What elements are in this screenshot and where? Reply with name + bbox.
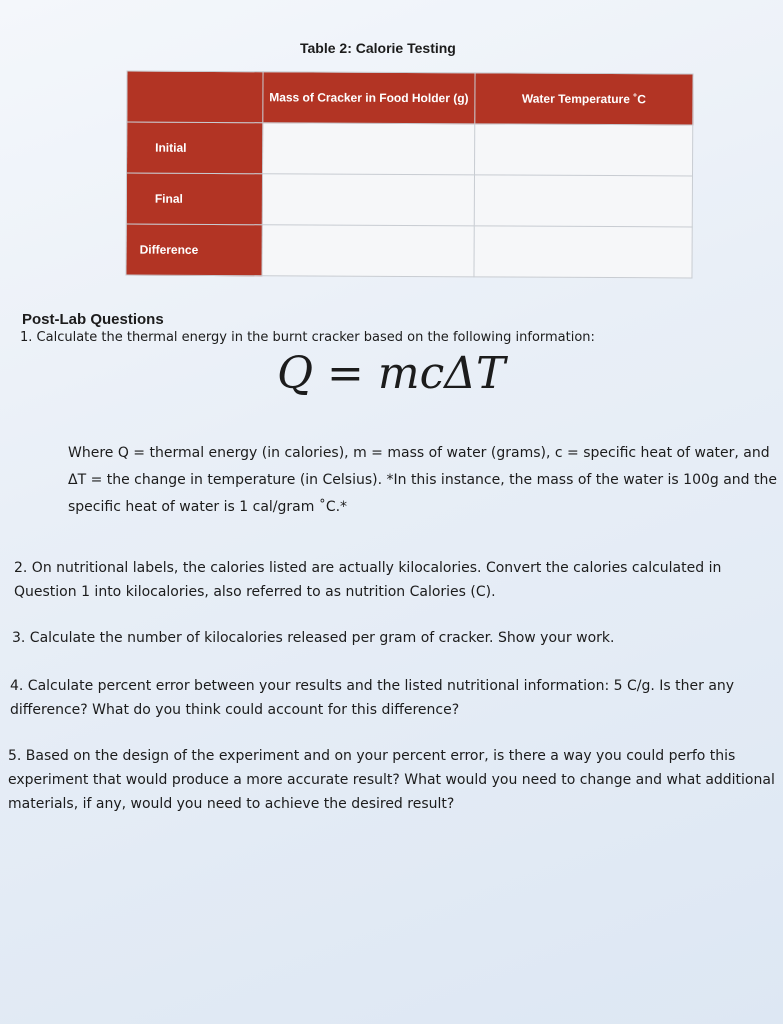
cell-initial-mass: [263, 123, 475, 175]
formula-explanation: Where Q = thermal energy (in calories), m = mass of water (grams), c = specific heat of water, and ΔT = the change in temperature (in Celsius). *In this instance, the mass of the water is 100g and the specific heat of water is 1 cal/gram ˚C.*: [68, 445, 777, 515]
header-mass: Mass of Cracker in Food Holder (g): [263, 72, 475, 124]
question-3: 3. Calculate the number of kilocalories released per gram of cracker. Show your work.: [12, 630, 615, 646]
cell-final-mass: [262, 174, 474, 226]
question-4: 4. Calculate percent error between your results and the listed nutritional information: 5 C/g. Is ther any difference? What do you think could account for this difference?: [10, 678, 735, 718]
header-water-temperature: Water Temperature ˚C: [475, 73, 693, 125]
table-row: [127, 122, 693, 176]
cell-final-temperature: [474, 175, 692, 227]
row-label-final: Final: [126, 173, 262, 225]
table-header-row: [127, 71, 693, 125]
row-label-initial: Initial: [127, 122, 263, 174]
header-corner: [127, 71, 263, 123]
question-2: 2. On nutritional labels, the calories listed are actually kilocalories. Convert the calories calculated in Question 1 into kilocalories, also referred to as nutrition Calories (C).: [14, 560, 722, 600]
cell-difference-mass: [262, 225, 474, 277]
cell-difference-temperature: [474, 226, 692, 278]
postlab-heading: Post-Lab Questions: [22, 311, 164, 328]
thermal-energy-formula: Q = mcΔT: [277, 348, 506, 399]
table-title: Table 2: Calorie Testing: [300, 40, 456, 56]
table-row: [126, 224, 692, 278]
cell-initial-temperature: [474, 124, 692, 176]
calorie-testing-table: [125, 71, 693, 279]
question-1: 1. Calculate the thermal energy in the burnt cracker based on the following information:: [20, 330, 595, 345]
row-label-difference: Difference: [126, 224, 262, 276]
question-5: 5. Based on the design of the experiment and on your percent error, is there a way you could perfo this experiment that would produce a more accurate result? What would you need to change and what additional materials, if any, would you need to achieve the desired result?: [8, 748, 775, 812]
table-row: [126, 173, 692, 227]
